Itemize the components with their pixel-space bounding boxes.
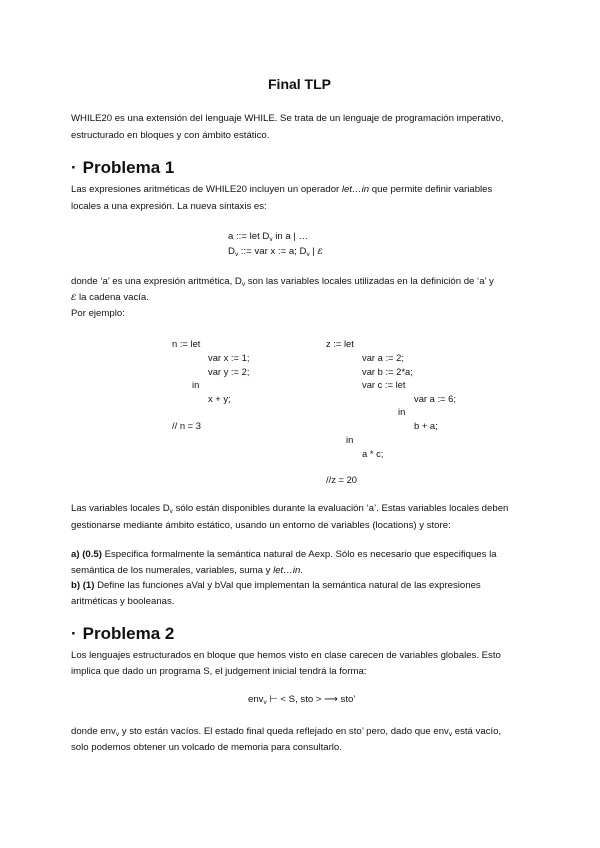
question-a-label: a) (0.5) <box>71 549 102 560</box>
section-bullet: · <box>71 158 77 177</box>
p2-paragraph-line-2: implica que dado un programa S, el judgement inicial tendrá la forma: <box>71 666 367 677</box>
question-a-line-2: semántica de los numerales, variables, suma y let…in. <box>71 565 303 576</box>
syntax-line-1: a ::= let $D_v$ in a | … <box>228 231 309 243</box>
desc-line-1: donde ‘a’ es una expresión aritmética, $D_v$ son las variables locales utilizadas en la definición de ‘a’ y <box>71 276 494 288</box>
desc-line-2: ε la cadena vacía. <box>71 292 149 303</box>
example-left-line: // n = 3 <box>172 420 201 431</box>
problema-1-heading <box>71 158 174 178</box>
p1-paragraph-2-line-1: Las variables locales $D_v$ sólo están disponibles durante la evaluación ‘a’. Estas variables locales deben <box>71 503 509 515</box>
p1-paragraph-line-2: locales a una expresión. La nueva sintaxis es: <box>71 201 267 212</box>
question-b-line-2: aritméticas y booleanas. <box>71 596 175 607</box>
epsilon-symbol: ε <box>317 246 323 257</box>
problema-2-heading <box>71 624 174 644</box>
epsilon-symbol: ε <box>71 292 77 303</box>
desc-line-3: Por ejemplo: <box>71 308 125 319</box>
example-left-line: var y := 2; <box>208 366 250 377</box>
intro-line-1: WHILE20 es una extensión del lenguaje WHILE. Se trata de un lenguaje de programación imperativo, <box>71 113 504 124</box>
example-right-line: var c := let <box>362 379 406 390</box>
judgement-formula: env$_v$ ⊢ < S, sto > ⟶ sto’ <box>248 694 356 706</box>
example-right-line: a * c; <box>362 448 384 459</box>
example-right-line: var b := 2*a; <box>362 366 413 377</box>
example-right-line: var a := 6; <box>414 393 456 404</box>
example-right-line: in <box>398 406 406 417</box>
p2-paragraph-2-line-1: donde env$_v$ y sto están vacíos. El estado final queda reflejado en sto’ pero, dado que env$_v$ está vacío, <box>71 726 502 738</box>
example-left-line: n := let <box>172 338 201 349</box>
example-left-line: x + y; <box>208 393 231 404</box>
syntax-line-2: $D_v$ ::= var x := a; $D_v$ | ε <box>228 246 323 258</box>
section-bullet: · <box>71 624 77 643</box>
problema-1-title: Problema 1 <box>82 158 175 177</box>
example-right-line: z := let <box>326 338 354 349</box>
p1-paragraph-line-1: Las expresiones aritméticas de WHILE20 incluyen un operador let…in que permite definir variables <box>71 184 493 195</box>
question-b-label: b) (1) <box>71 580 95 591</box>
p1-paragraph-2-line-2: gestionarse mediante ámbito estático, usando un entorno de variables (locations) y store: <box>71 520 451 531</box>
p2-paragraph-line-1: Los lenguajes estructurados en bloque que hemos visto en clase carecen de variables globales. Esto <box>71 650 501 661</box>
question-a-line-1: a) (0.5) Especifica formalmente la semántica natural de Aexp. Sólo es necesario que especifiques la <box>71 549 497 560</box>
example-right-line: var a := 2; <box>362 352 404 363</box>
question-b-line-1: b) (1) Define las funciones aVal y bVal que implementan la semántica natural de las expresiones <box>71 580 481 591</box>
example-left-line: in <box>192 379 200 390</box>
example-right-line: b + a; <box>414 420 438 431</box>
intro-line-2: estructurado en bloques y con ámbito estático. <box>71 130 270 141</box>
problema-2-title: Problema 2 <box>82 624 175 643</box>
example-right-line: in <box>346 434 354 445</box>
example-left-line: var x := 1; <box>208 352 250 363</box>
page-title: Final TLP <box>268 76 331 92</box>
p2-paragraph-2-line-2: solo podemos obtener un volcado de memoria para consultarlo. <box>71 742 342 753</box>
example-right-line: //z = 20 <box>326 474 358 485</box>
